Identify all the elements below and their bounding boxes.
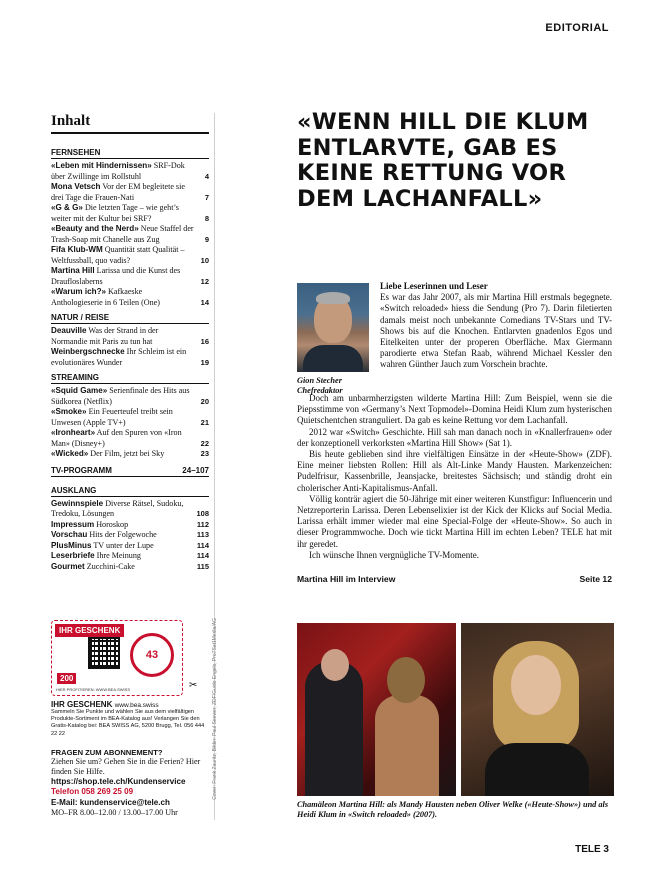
photo-face (511, 655, 561, 715)
toc-item-page: 10 (200, 255, 209, 265)
toc-item-text (51, 161, 194, 182)
toc-item-title: «Ironheart» (51, 428, 96, 437)
page-folio: TELE 3 (575, 844, 609, 855)
toc-item-text (51, 541, 194, 552)
gift-text: Sammeln Sie Punkte und wählen Sie aus dem vielfältigen Produkte-Sortiment im BEA-Katalog aus! Verlangen Sie den Gratis-Katalog bei: BEA SWISS AG, 5200 Brugg, Tel. 056 444 22 22 (51, 709, 205, 737)
toc-item-page: 113 (196, 530, 209, 539)
toc-section (51, 148, 209, 308)
toc-item-page: 7 (204, 192, 209, 202)
toc-item-desc: TV unter der Lupe (91, 540, 154, 550)
editorial-headline: «WENN HILL DIE KLUM ENTLARVTE, GAB ES KEINE RETTUNG VOR DEM LACHANFALL» (297, 109, 589, 212)
toc-item-text (51, 562, 194, 573)
abo-url-link[interactable]: https://shop.tele.ch/Kundenservice (51, 777, 186, 787)
gift-value: 200 (57, 673, 76, 684)
toc-item-page: 23 (200, 449, 209, 458)
toc-item-title: Mona Vetsch (51, 182, 101, 191)
toc-item-text (51, 499, 194, 520)
toc-item-desc: Auf den Spuren von «Iron Man» (Disney+) (51, 428, 182, 448)
toc-item-desc: Zucchini-Cake (84, 561, 135, 571)
toc-item-desc: Ein Feuerteufel treibt sein Unwesen (Apple TV+) (51, 407, 173, 427)
toc-item-desc: Diverse Rätsel, Sudoku, Tredoku, Lösungen (51, 498, 184, 518)
toc-item-desc: SRF-Dok über Zwillinge im Rollstuhl (51, 161, 185, 181)
photo-dress (485, 743, 589, 796)
toc-item-text (51, 449, 194, 460)
paragraph-6: Ich wünsche Ihnen vergnügliche TV-Momente. (309, 549, 480, 560)
toc-item-desc: Hits der Folgewoche (87, 530, 157, 539)
toc-item-title: PlusMinus (51, 540, 92, 550)
bea-seal-icon: 43 (130, 633, 174, 677)
abo-block (51, 748, 209, 818)
toc-item-text (51, 386, 194, 407)
editorial-body-top (380, 281, 612, 371)
toc-item-title: Deauville (51, 326, 87, 335)
toc-item-desc: Larissa und die Kunst des Draufloslaberns (51, 266, 181, 286)
toc-item-page: 108 (196, 509, 209, 518)
gift-title (51, 700, 209, 709)
photo-caption: Chamäleon Martina Hill: als Mandy Hausten neben Oliver Welke («Heute-Show») und als Heidi Klum in «Switch reloaded» (2007). (297, 800, 609, 820)
photo-head-man (321, 649, 349, 681)
paragraph-5: Völlig konträr agiert die 50-Jährige mit einer weiteren Kunstfigur: Influencerin und Netzreporterin Larissa. Deren Lebenselixier ist der Kick der Klicks auf Social Media. Larissa erhält immer wieder mal eine Special-Folge der «Heute-Show». So auch in dieser Programmwoche. Doch wie tickt Martina Hill im echten Leben? TELE hat mit ihr geredet. (297, 493, 612, 549)
toc-item[interactable] (51, 347, 209, 368)
portrait-hair (316, 292, 350, 304)
toc-item-text (51, 182, 194, 203)
table-of-contents (51, 113, 209, 572)
interview-teaser[interactable] (297, 574, 612, 584)
abo-title: FRAGEN ZUM ABONNEMENT? (51, 747, 163, 757)
toc-item[interactable] (51, 386, 209, 407)
toc-item[interactable] (51, 182, 209, 203)
toc-item-text (51, 224, 194, 245)
toc-item[interactable] (51, 499, 209, 520)
toc-item[interactable] (51, 326, 209, 347)
paragraph-4: Bis heute geblieben sind ihre vielfältigen Einsätze in der «Heute-Show» (ZDF). Eine meiner liebsten Rollen: Hill als Alt-Linke Mandy Hausten. Markenzeichen: Pudelfrisur, Kassenbrille, Jeansjacke, breitestes Sächsisch; und ständig droht ein cholerischer Anti-Kapitalismus-Anfall. (297, 449, 612, 493)
toc-section (51, 373, 209, 460)
photo-credits: Cover: Frank Zauritz; Bilder: Paul Seewer, ZDF/Guido Engels, Pro7Sat1Media/AG (212, 618, 218, 800)
toc-item[interactable] (51, 266, 209, 287)
toc-item-text (51, 530, 194, 541)
toc-item-page: 22 (200, 438, 209, 448)
toc-item-page: 112 (196, 519, 209, 529)
author-portrait (297, 283, 369, 372)
photo-heute-show (297, 623, 456, 796)
toc-item-desc: Ihr Schleim ist ein evolutionäres Wunder (51, 347, 187, 367)
photo-person-man (305, 661, 363, 796)
toc-item-desc: Serienfinale des Hits aus Südkorea (Netflix) (51, 386, 190, 406)
toc-item-title: Leserbriefe (51, 551, 95, 560)
toc-tv-programm[interactable] (51, 466, 209, 477)
toc-item-text (51, 347, 194, 368)
section-label: EDITORIAL (545, 22, 609, 34)
toc-item[interactable] (51, 161, 209, 182)
toc-item-page: 4 (204, 171, 209, 181)
toc-rule (51, 132, 209, 134)
gift-coupon[interactable] (51, 620, 183, 696)
toc-ausklang (51, 486, 209, 573)
toc-item[interactable] (51, 245, 209, 266)
abo-hours: MO–FR 8.00–12.00 / 13.00–17.00 Uhr (51, 807, 178, 817)
toc-section (51, 313, 209, 368)
toc-item[interactable] (51, 551, 209, 562)
editorial-body-bottom (297, 393, 612, 561)
toc-item-title: «Wicked» (51, 449, 89, 458)
toc-item-title: «Smoke» (51, 407, 87, 416)
toc-item-title: Weinbergschnecke (51, 347, 125, 356)
toc-item-desc: Neue Staffel der Trash-Soap mit Chanelle aus Zug (51, 224, 194, 244)
toc-item-desc: Der Film, jetzt bei Sky (88, 449, 165, 458)
author-role: Chefredaktor (297, 386, 343, 395)
toc-item-text (51, 428, 194, 449)
toc-item[interactable] (51, 449, 209, 460)
toc-item[interactable] (51, 541, 209, 552)
paragraph-3: 2012 war «Switch» Geschichte. Hill sah man danach noch in «Knallerfrauen» oder der konzeptionell verkorksten «Martina Hill Show» (Sat 1). (297, 426, 612, 448)
author-name: Gion Stecher (297, 376, 342, 385)
tv-page: 24–107 (182, 465, 209, 475)
toc-item-title: Gourmet (51, 561, 85, 571)
qr-code-icon (88, 637, 120, 669)
toc-item-desc: Kafkaeske Anthologieserie in 6 Teilen (One) (51, 287, 160, 307)
toc-item-title: Impressum (51, 519, 95, 529)
gift-title-text: IHR GESCHENK (51, 700, 113, 709)
paragraph-1: Es war das Jahr 2007, als mir Martina Hill erstmals begegnete. «Switch reloaded» hiess die Sendung (Pro 7). Darin filetierten damals meist noch unbekannte Comedians TV-Stars und TV-Shows bis auf die Knochen. Entlarvten gnadenlos Egos und Eitelkeiten unter der properen Oberfläche. Max Giermann parodierte etwa Stefan Raab, während Michael Kessler den wahren Günther Jauch zum Vorschein brachte. (380, 292, 612, 370)
greeting: Liebe Leserinnen und Leser (380, 281, 488, 291)
toc-item-title: Vorschau (51, 530, 88, 539)
toc-item-text (51, 551, 194, 562)
toc-item-desc: Horoskop (94, 519, 129, 529)
toc-item-text (51, 520, 194, 531)
toc-item[interactable] (51, 520, 209, 531)
portrait-shirt (303, 345, 363, 372)
toc-item-page: 19 (200, 357, 209, 367)
toc-item-page: 14 (200, 297, 209, 307)
photo-person-woman (375, 695, 439, 796)
abo-phone[interactable]: Telefon 058 269 25 09 (51, 787, 134, 797)
toc-sections (51, 148, 209, 460)
toc-item[interactable] (51, 287, 209, 308)
toc-item-desc: Ihre Meinung (94, 551, 141, 560)
toc-item[interactable] (51, 562, 209, 573)
toc-item-page: 12 (200, 276, 209, 286)
toc-item-page: 115 (196, 561, 209, 571)
toc-item-title: «G & G» (51, 203, 83, 212)
toc-item-page: 21 (200, 417, 209, 427)
toc-item-page: 20 (200, 396, 209, 406)
toc-item-text (51, 203, 194, 224)
toc-section-head: STREAMING (51, 373, 209, 384)
abo-text: Ziehen Sie um? Gehen Sie in die Ferien? Hier finden Sie Hilfe. (51, 756, 201, 777)
toc-title: Inhalt (51, 113, 91, 129)
toc-item-title: «Leben mit Hindernissen» (51, 161, 152, 170)
toc-item[interactable] (51, 224, 209, 245)
toc-item-page: 8 (204, 213, 209, 223)
interview-page: Seite 12 (579, 574, 612, 584)
toc-item-desc: Vor der EM begleitete sie drei Tage die Frauen-Nati (51, 182, 185, 202)
toc-item-text (51, 287, 194, 308)
toc-item-title: «Squid Game» (51, 386, 108, 395)
toc-item[interactable] (51, 203, 209, 224)
photo-head-woman (387, 657, 425, 703)
toc-item-title: Martina Hill (51, 266, 95, 275)
gift-url[interactable]: www.bea.swiss (114, 702, 159, 709)
tv-label: TV-PROGRAMM (51, 465, 112, 475)
toc-item-text (51, 266, 194, 287)
toc-item-title: «Warum ich?» (51, 287, 107, 296)
gift-block (51, 620, 209, 818)
toc-item-text (51, 326, 194, 347)
toc-item-page: 114 (196, 540, 209, 550)
toc-item-desc: Die letzten Tage – wie geht’s weiter mit der Kultur bei SRF? (51, 203, 179, 223)
toc-item-page: 114 (196, 551, 209, 560)
toc-item-desc: Was der Strand in der Normandie mit Paris zu tun hat (51, 326, 159, 346)
toc-item-title: «Beauty and the Nerd» (51, 224, 139, 233)
abo-email-link[interactable]: E-Mail: kundenservice@tele.ch (51, 797, 170, 807)
toc-item[interactable] (51, 407, 209, 428)
toc-section-head: AUSKLANG (51, 486, 209, 497)
toc-item-page: 9 (204, 234, 209, 244)
toc-item-text (51, 245, 194, 266)
toc-item-title: Gewinnspiele (51, 498, 104, 508)
toc-item[interactable] (51, 530, 209, 541)
toc-section-head: NATUR / REISE (51, 313, 209, 324)
toc-section-head: FERNSEHEN (51, 148, 209, 159)
toc-item[interactable] (51, 428, 209, 449)
gift-ribbon: IHR GESCHENK (55, 624, 124, 637)
interview-label: Martina Hill im Interview (297, 574, 396, 584)
gift-small-url: HIER PROFITIEREN: WWW.BEA.SWISS (56, 687, 131, 692)
scissors-icon: ✂ (189, 680, 198, 691)
paragraph-2: Doch am unbarmherzigsten wilderte Martina Hill: Zum Beispiel, wenn sie die Piepsstimme von «Germany’s Next Topmodel»-Domina Heidi Klum zum hysterischen Quietschentchen stranguliert. Da gab es keine Rettung vor dem Lachanfall. (297, 393, 612, 426)
toc-item-text (51, 407, 194, 428)
toc-item-title: Fifa Klub-WM (51, 245, 103, 254)
toc-item-page: 16 (200, 336, 209, 346)
photo-switch-reloaded (461, 623, 614, 796)
toc-item-desc: Quantität statt Qualität – Weltfussball, quo vadis? (51, 245, 185, 265)
